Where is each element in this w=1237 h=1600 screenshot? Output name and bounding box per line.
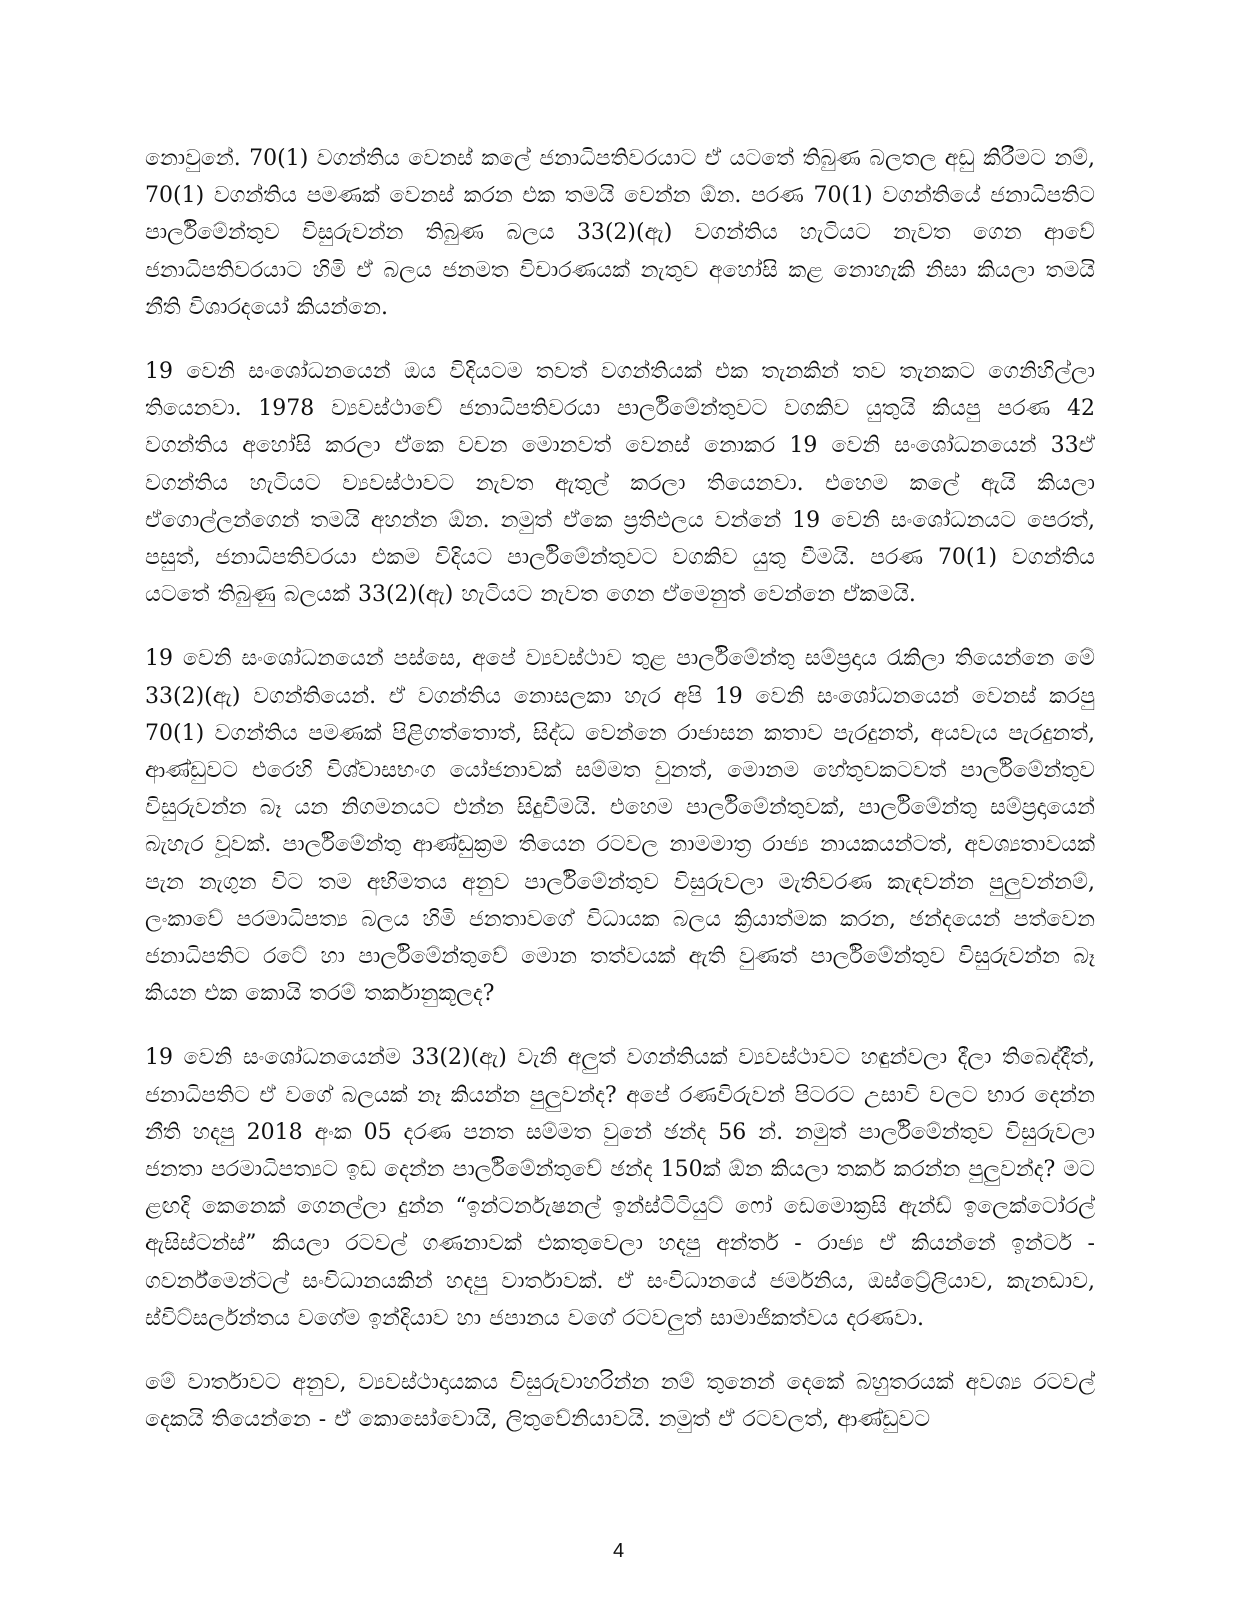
paragraph-4: 19 වෙනි සංශෝධනයෙන්ම 33(2)(ඇ) වැනි අලුත් වගන්තියක් ව්‍යවස්ථාවට හඳුන්වලා දීලා තිබෙද්දීත්, ජනාධිපතිට ඒ වගේ බලයක් නෑ කියන්න පුලුවන්ද? අපේ රණවිරුවන් පිටරට උසාවි වලට භාර දෙන්න නීති හදපු 2018 අංක 05 දරණ පනත සම්මත වුනේ ඡන්ද 56 න්. නමුත් පාර්ලිමේන්තුව විසුරුවලා ජනතා පරමාධිපත්‍යට ඉඩ දෙන්න පාර්ලිමේන්තුවේ ඡන්ද 150ක් ඕන කියලා තර්ක කරන්න පුලුවන්ද? මට ළඟදි කෙනෙක් ගෙනල්ලා දුන්න “ඉන්ටර්නැෂනල් ඉන්ස්ටිටියුට් ෆෝ ඩෙමොක්‍රසි ඇන්ඩ් ඉලෙක්ටෝරල් ඇසිස්ටන්ස්” කියලා රටවල් ගණනාවක් එකතුවෙලා හදපු අන්තර් - රාජ්‍ය ඒ කියන්නේ ඉන්ටර් - ගවර්න්මෙන්ටල් සංවිධානයකින් හදපු වාර්තාවක්. ඒ සංවිධානයේ ජර්මනිය, ඔස්ට්‍රේලියාව, කැනඩාව, ස්විට්සර්ලන්තය වගේම ඉන්දියාව හා ජපානය වගේ රටවලුත් සාමාජිකත්වය දරණවා. [145, 1045, 1095, 1331]
page-number: 4 [612, 1540, 625, 1562]
paragraph-2: 19 වෙනි සංශෝධනයෙන් ඔය විදියටම තවත් වගන්තියක් එක තැනකින් තව තැනකට ගෙනිහිල්ලා තියෙනවා. 1978 ව්‍යවස්ථාවේ ජනාධිපතිවරයා පාර්ලිමේන්තුවට වගකිව යුතුයි කියපු පරණ 42 වගන්තිය අහෝසි කරලා ඒකෙ වචන මොනවත් වෙනස් නොකර 19 වෙනි සංශෝධනයෙන් 33ඒ වගන්තිය හැටියට ව්‍යවස්ථාවට නැවත ඇතුල් කරලා තියෙනවා. එහෙම කලේ ඇයි කියලා ඒගොල්ලන්ගෙන් තමයි අහන්න ඕන. නමුත් ඒකෙ ප්‍රතිඵලය වන්නේ 19 වෙනි සංශෝධනයට පෙරත්, පසුත්, ජනාධිපතිවරයා එකම විදියට පාර්ලිමේන්තුවට වගකිව යුතු වීමයි. පරණ 70(1) වගන්තිය යටතේ තිබුණු බලයක් 33(2)(ඇ) හැටියට නැවත ගෙන ඒමෙනුත් වෙන්නෙ ඒකමයි. [145, 359, 1095, 608]
paragraph-3: 19 වෙනි සංශෝධනයෙන් පස්සෙ, අපේ ව්‍යවස්ථාව තුළ පාර්ලිමේන්තු සම්ප්‍රදාය රැකිලා තියෙන්නෙ මේ 33(2)(ඇ) වගන්තියෙන්. ඒ වගන්තිය නොසලකා හැර අපි 19 වෙනි සංශෝධනයෙන් වෙනස් කරපු 70(1) වගන්තිය පමණක් පිළිගත්තොත්, සිද්ධ වෙන්නෙ රාජාසන කතාව පැරදුනත්, අයවැය පැරදුනත්, ආණ්ඩුවට එරෙහි විශ්වාසභංග යෝජනාවක් සම්මත වුනත්, මොනම හේතුවකටවත් පාර්ලිමේන්තුව විසුරුවන්න බෑ යන නිගමනයට එන්න සිදුවීමයි. එහෙම පාර්ලිමේන්තුවක්, පාර්ලිමේන්තු සම්ප්‍රදායෙන් බැහැර වූවක්. පාර්ලිමේන්තු ආණ්ඩුක්‍රම තියෙන රටවල නාමමාත්‍ර රාජ්‍ය නායකයන්ටත්, අවශ්‍යතාවයක් පැන නැගුන විට තම අභිමතය අනුව පාර්ලිමේන්තුව විසුරුවලා මැතිවරණ කැඳවන්න පුලුවන්නම්, ලංකාවේ පරමාධිපත්‍ය බලය හිමි ජනතාවගේ විධායක බලය ක්‍රියාත්මක කරන, ඡන්දයෙන් පත්වෙන ජනාධිපතිට රටේ හා පාර්ලිමේන්තුවේ මොන තත්වයක් ඇති වුණත් පාර්ලිමේන්තුව විසුරුවන්න බෑ කියන එක කොයි තරම් තර්කානුකූලද? [145, 646, 1095, 1007]
paragraph-5: මේ වාර්තාවට අනුව, ව්‍යවස්ථාදායකය විසුරුවාහරින්න නම් තුනෙන් දෙකේ බහුතරයක් අවශ්‍ය රටවල් දෙකයි තියෙන්නෙ - ඒ කොසෝවොයි, ලිතුවේනියාවයි. නමුත් ඒ රටවලත්, ආණ්ඩුවට [145, 1370, 1095, 1433]
document-page [145, 140, 1095, 1466]
paragraph-1: නොවුනේ. 70(1) වගන්තිය වෙනස් කලේ ජනාධිපතිවරයාට ඒ යටතේ තිබුණ බලතල අඩු කිරීමට නම්, 70(1) වගන්තිය පමණක් වෙනස් කරන එක තමයි වෙන්න ඕන. පරණ 70(1) වගන්තියේ ජනාධිපතිට පාර්ලිමේන්තුව විසුරුවන්න තිබුණ බලය 33(2)(ඇ) වගන්තිය හැටියට නැවත ගෙන ආවේ ජනාධිපතිවරයාට හිමි ඒ බලය ජනමත විචාරණයක් නැතුව අහෝසි කළ නොහැකි නිසා කියලා තමයි නීති විශාරදයෝ කියන්නෙ. [145, 146, 1095, 320]
